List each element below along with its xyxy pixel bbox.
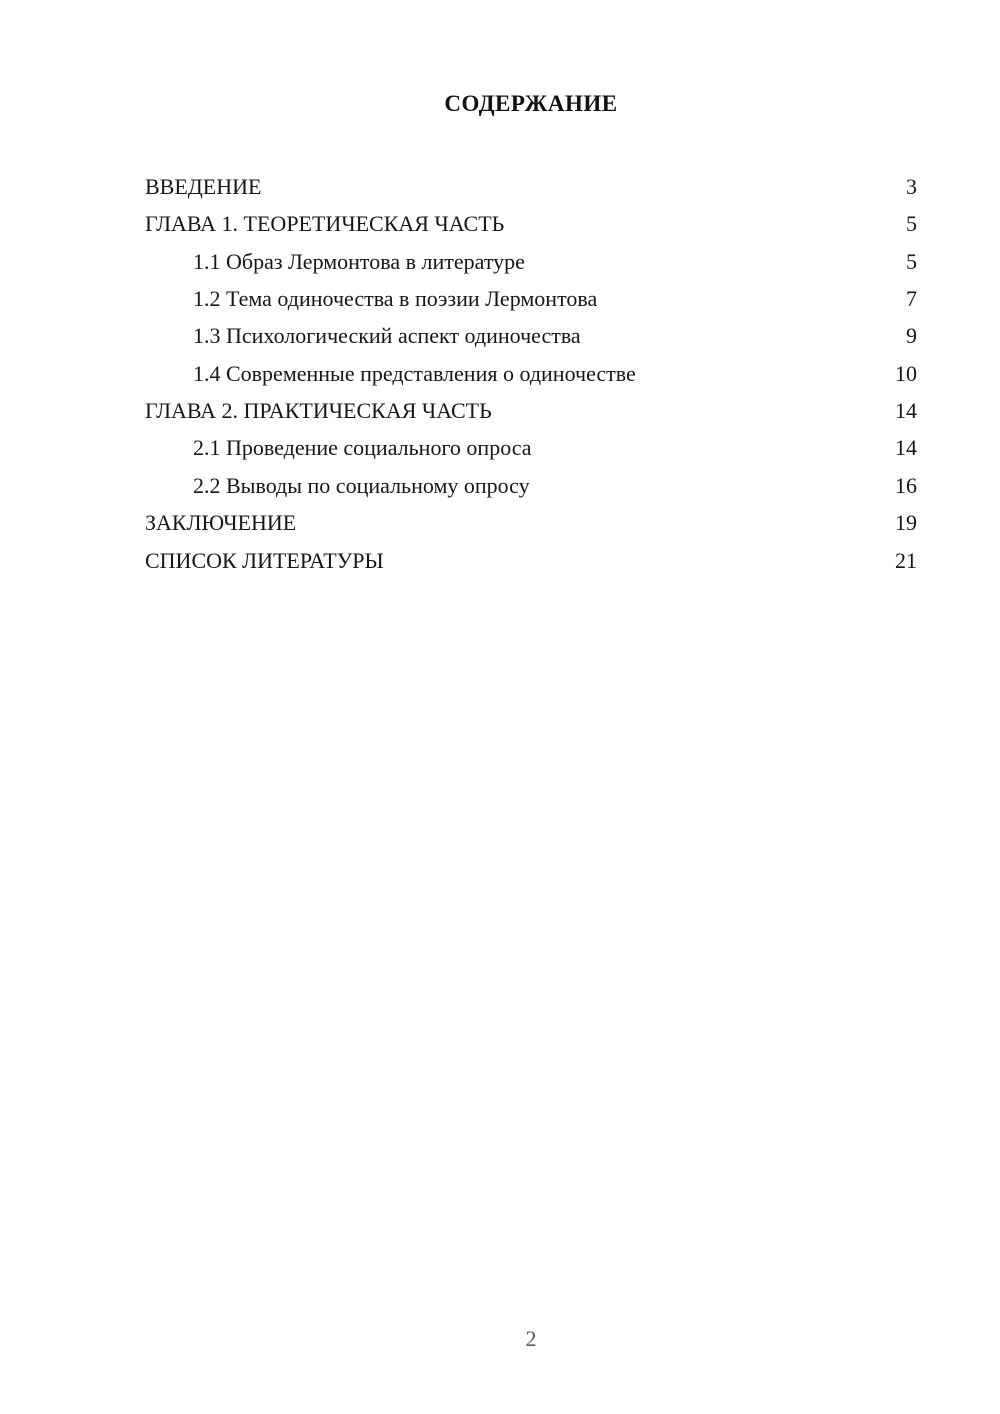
toc-row-1-2 [145,280,917,317]
toc-entry-page: 3 [906,173,917,199]
toc-row-2-2 [145,467,917,504]
footer-page-number: 2 [525,1326,537,1351]
toc-entry-page: 10 [895,360,917,386]
toc-row-2-1 [145,429,917,466]
toc-entry-label: 2.2 Выводы по социальному опросу [193,472,530,498]
toc-row-glava-1 [145,205,917,242]
toc-entry-label: 1.1 Образ Лермонтова в литературе [193,248,525,274]
toc-entry-label: ВВЕДЕНИЕ [145,173,262,199]
toc-row-1-1 [145,243,917,280]
toc-row-glava-2 [145,392,917,429]
toc-row-zaklyuchenie [145,504,917,541]
toc-entry-page: 7 [906,285,917,311]
toc-entry-label: ГЛАВА 2. ПРАКТИЧЕСКАЯ ЧАСТЬ [145,398,492,424]
toc-entry-label: ГЛАВА 1. ТЕОРЕТИЧЕСКАЯ ЧАСТЬ [145,211,505,237]
toc-entry-label: 1.2 Тема одиночества в поэзии Лермонтова [193,285,598,311]
toc-entry-page: 16 [895,472,917,498]
toc-entry-label: 1.3 Психологический аспект одиночества [193,323,581,349]
toc-row-1-3 [145,317,917,354]
toc-entry-page: 9 [906,323,917,349]
toc-row-1-4 [145,355,917,392]
page-title: СОДЕРЖАНИЕ [444,91,618,116]
table-of-contents [145,168,917,579]
toc-entry-label: СПИСОК ЛИТЕРАТУРЫ [145,547,384,573]
toc-entry-page: 14 [895,398,917,424]
toc-entry-label: 2.1 Проведение социального опроса [193,435,532,461]
toc-row-spisok-literatury [145,542,917,579]
toc-entry-page: 19 [895,510,917,536]
toc-entry-page: 5 [906,248,917,274]
toc-row-vvedenie [145,168,917,205]
toc-entry-page: 5 [906,211,917,237]
document-page [145,0,917,579]
toc-entry-page: 14 [895,435,917,461]
toc-entry-label: 1.4 Современные представления о одиночестве [193,360,636,386]
toc-entry-page: 21 [895,547,917,573]
toc-entry-label: ЗАКЛЮЧЕНИЕ [145,510,297,536]
